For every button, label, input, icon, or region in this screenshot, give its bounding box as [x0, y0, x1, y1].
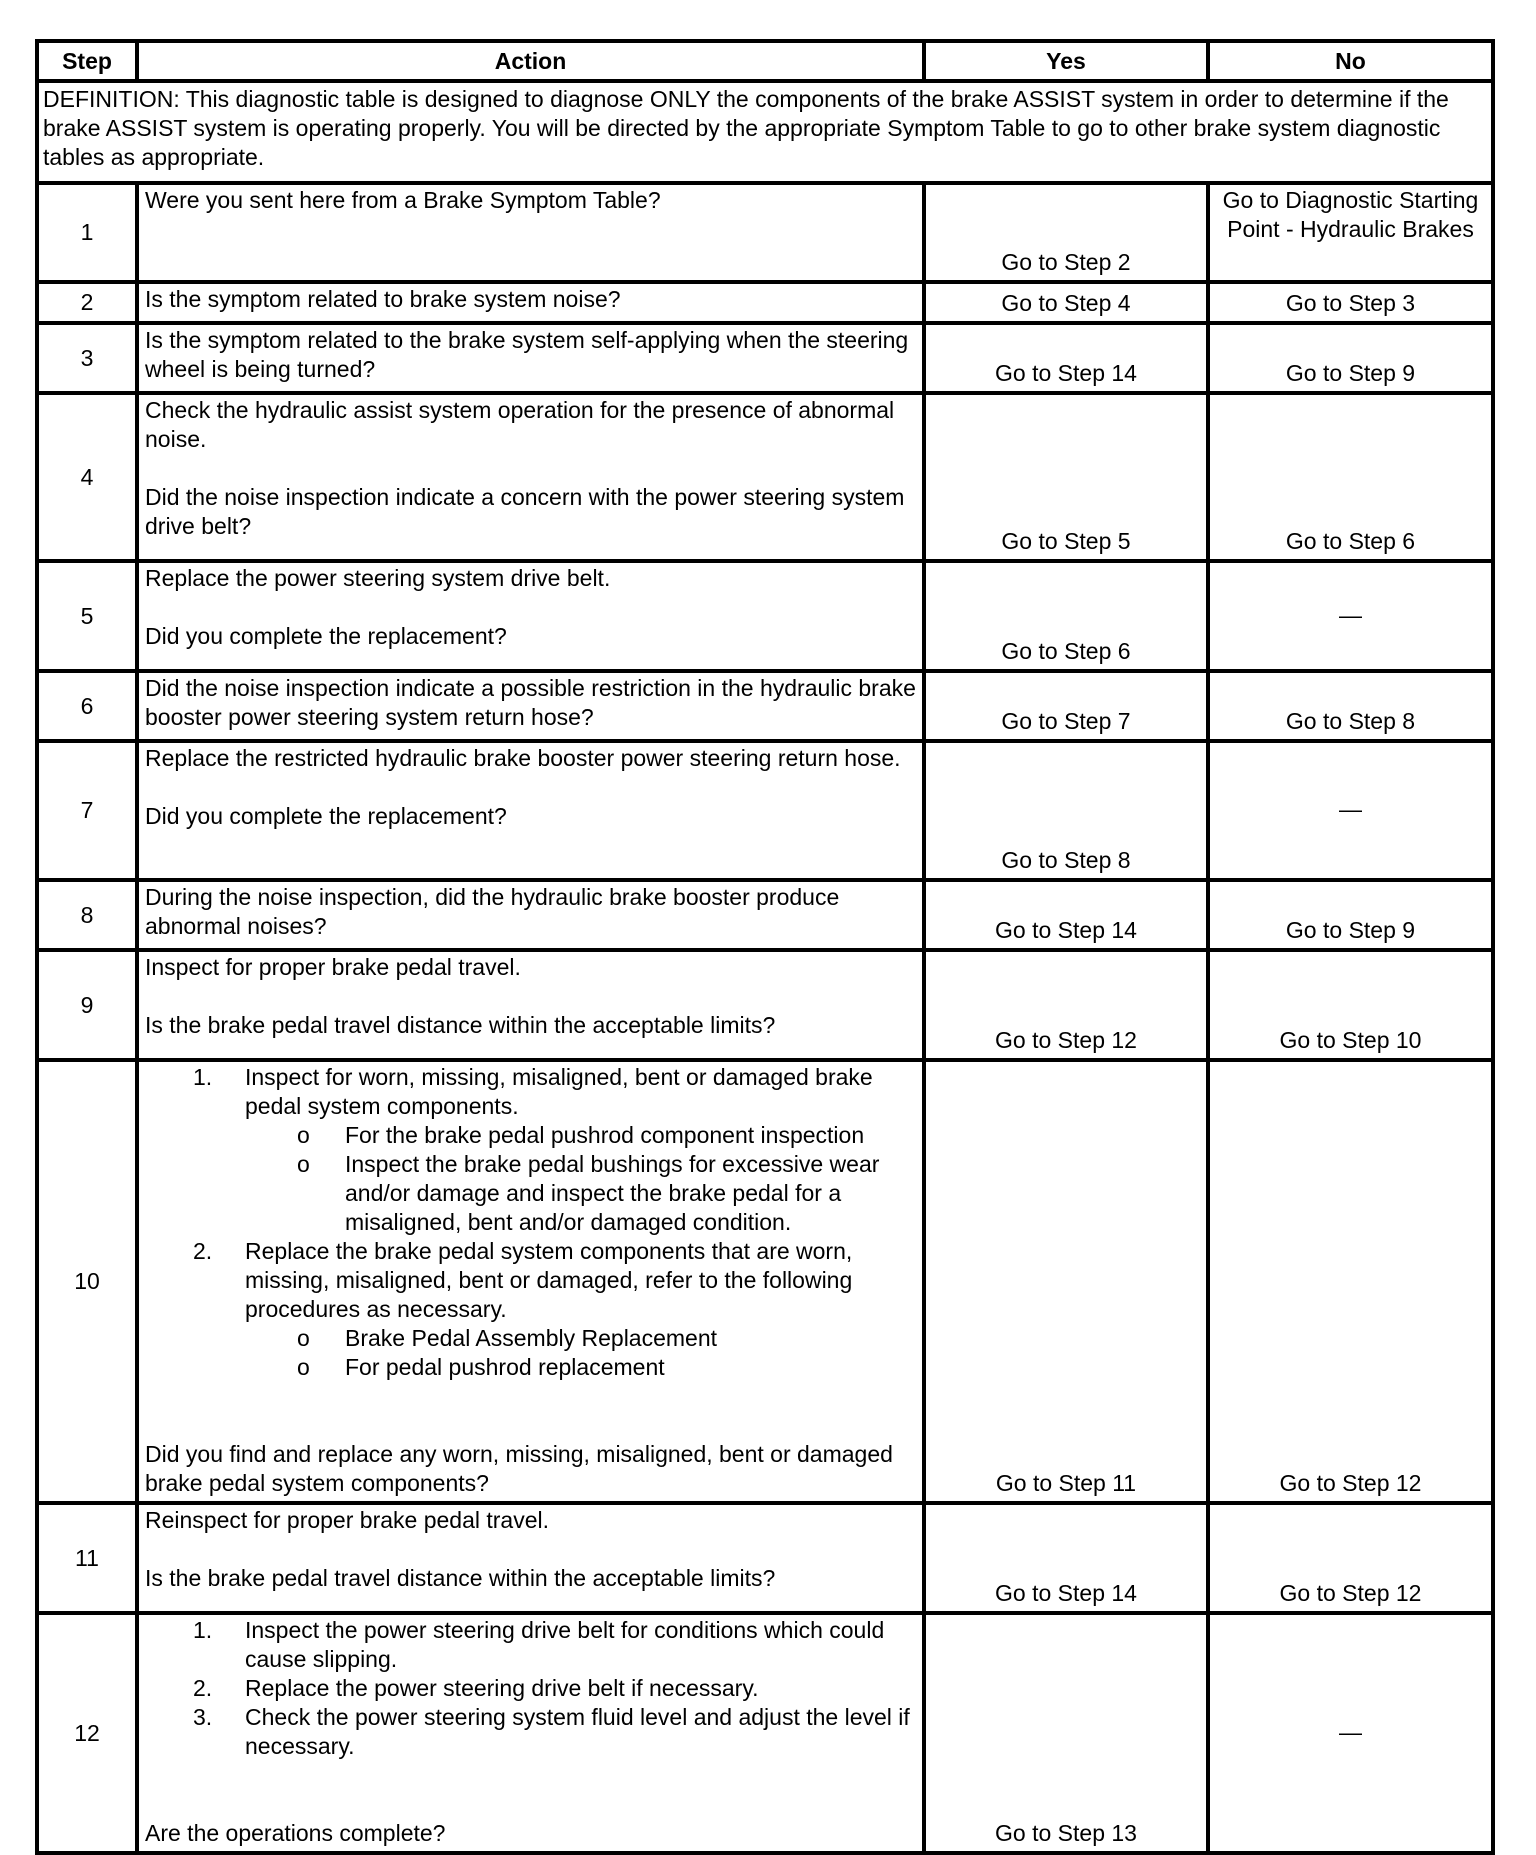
- definition-text: DEFINITION: This diagnostic table is designed to diagnose ONLY the components of the brake ASSIST system in order to determine if the brake ASSIST system is operating properly. You will be directed by the appropriate Symptom Table to go to other brake system diagnostic tables as appropriate.: [37, 81, 1493, 183]
- yes-result: Go to Step 14: [924, 1503, 1208, 1613]
- no-result-dash: —: [1208, 1613, 1493, 1853]
- procedure-item: [193, 1063, 916, 1237]
- table-row-step-4: [37, 393, 1493, 561]
- step-number: 9: [37, 950, 137, 1060]
- sub-item-link[interactable]: [297, 1121, 916, 1150]
- bullet-icon: o: [297, 1151, 310, 1177]
- step-number: 8: [37, 880, 137, 950]
- procedure-number: 2.: [193, 1238, 213, 1264]
- header-step: Step: [37, 41, 137, 81]
- yes-result: Go to Step 11: [924, 1060, 1208, 1503]
- no-result: Go to Step 8: [1208, 671, 1493, 741]
- yes-result: Go to Step 6: [924, 561, 1208, 671]
- no-result: Go to Step 9: [1208, 323, 1493, 393]
- step-number: 5: [37, 561, 137, 671]
- yes-result: Go to Step 2: [924, 183, 1208, 282]
- action-instruction: Inspect for proper brake pedal travel.: [145, 954, 521, 980]
- action-instruction: Replace the restricted hydraulic brake booster power steering return hose.: [145, 745, 901, 771]
- bullet-icon: o: [297, 1122, 310, 1148]
- no-result-dash: —: [1208, 561, 1493, 671]
- yes-result: Go to Step 14: [924, 323, 1208, 393]
- procedure-list: [145, 1063, 916, 1382]
- step-number: 12: [37, 1613, 137, 1853]
- procedure-number: 2.: [193, 1675, 213, 1701]
- table-row-step-11: [37, 1503, 1493, 1613]
- sub-list: [245, 1121, 916, 1237]
- table-row-step-2: [37, 282, 1493, 323]
- no-result: Go to Diagnostic Starting Point - Hydraulic Brakes: [1208, 183, 1493, 282]
- action-question: Did the noise inspection indicate a concern with the power steering system drive belt?: [145, 484, 905, 539]
- action-cell: [137, 561, 924, 671]
- yes-result: Go to Step 4: [924, 282, 1208, 323]
- table-row-step-7: [37, 741, 1493, 880]
- step-number: 1: [37, 183, 137, 282]
- sub-item-text: Brake Pedal Assembly Replacement: [345, 1325, 718, 1351]
- action-question: During the noise inspection, did the hydraulic brake booster produce abnormal noises?: [137, 880, 924, 950]
- no-result: Go to Step 3: [1208, 282, 1493, 323]
- action-instruction: Check the hydraulic assist system operation for the presence of abnormal noise.: [145, 397, 895, 452]
- diagnostic-table: [35, 39, 1495, 1855]
- action-cell: [137, 1503, 924, 1613]
- header-row: [37, 41, 1493, 81]
- action-cell: [137, 1613, 924, 1853]
- table-row-step-6: [37, 671, 1493, 741]
- no-result: Go to Step 9: [1208, 880, 1493, 950]
- step-number: 11: [37, 1503, 137, 1613]
- action-question: Were you sent here from a Brake Symptom Table?: [137, 183, 924, 282]
- bullet-icon: o: [297, 1354, 310, 1380]
- sub-item-link[interactable]: [297, 1353, 916, 1382]
- definition-row: [37, 81, 1493, 183]
- table-row-step-1: [37, 183, 1493, 282]
- header-no: No: [1208, 41, 1493, 81]
- sub-list: [245, 1324, 916, 1382]
- action-question: Is the brake pedal travel distance within the acceptable limits?: [145, 1565, 776, 1591]
- procedure-item: [193, 1616, 916, 1674]
- table-row-step-12: [37, 1613, 1493, 1853]
- step-number: 3: [37, 323, 137, 393]
- action-cell: [137, 1060, 924, 1503]
- procedure-item: [193, 1674, 916, 1703]
- procedure-item: [193, 1237, 916, 1382]
- procedure-number: 1.: [193, 1617, 213, 1643]
- action-instruction: Reinspect for proper brake pedal travel.: [145, 1507, 549, 1533]
- procedure-item: [193, 1703, 916, 1761]
- yes-result: Go to Step 12: [924, 950, 1208, 1060]
- sub-item-text: Inspect the brake pedal bushings for excessive wear and/or damage and inspect the brake pedal for a misaligned, bent and/or damaged condition.: [345, 1151, 880, 1235]
- sub-item-link[interactable]: [297, 1324, 916, 1353]
- action-question: Is the symptom related to the brake system self-applying when the steering wheel is being turned?: [137, 323, 924, 393]
- step-number: 2: [37, 282, 137, 323]
- action-question: Is the brake pedal travel distance within the acceptable limits?: [145, 1012, 776, 1038]
- sub-item-text: For the brake pedal pushrod component inspection: [345, 1122, 865, 1148]
- table-row-step-5: [37, 561, 1493, 671]
- procedure-number: 3.: [193, 1704, 213, 1730]
- procedure-text: Replace the brake pedal system components that are worn, missing, misaligned, bent or damaged, refer to the following procedures as necessary.: [245, 1238, 853, 1322]
- header-action: Action: [137, 41, 924, 81]
- procedure-list: [145, 1616, 916, 1761]
- action-question: Did you find and replace any worn, missing, misaligned, bent or damaged brake pedal system components?: [145, 1441, 893, 1496]
- action-question: Did you complete the replacement?: [145, 803, 507, 829]
- action-question: Is the symptom related to brake system noise?: [137, 282, 924, 323]
- yes-result: Go to Step 8: [924, 741, 1208, 880]
- action-cell: [137, 393, 924, 561]
- yes-result: Go to Step 14: [924, 880, 1208, 950]
- procedure-text: Inspect for worn, missing, misaligned, bent or damaged brake pedal system components.: [245, 1064, 873, 1119]
- sub-item-text: For pedal pushrod replacement: [345, 1354, 665, 1380]
- no-result-dash: —: [1208, 741, 1493, 880]
- action-question: Did you complete the replacement?: [145, 623, 507, 649]
- yes-result: Go to Step 13: [924, 1613, 1208, 1853]
- procedure-text: Inspect the power steering drive belt for conditions which could cause slipping.: [245, 1617, 885, 1672]
- step-number: 7: [37, 741, 137, 880]
- action-cell: [137, 950, 924, 1060]
- no-result: Go to Step 10: [1208, 950, 1493, 1060]
- yes-result: Go to Step 5: [924, 393, 1208, 561]
- table-row-step-9: [37, 950, 1493, 1060]
- bullet-icon: o: [297, 1325, 310, 1351]
- table-row-step-10: [37, 1060, 1493, 1503]
- step-number: 10: [37, 1060, 137, 1503]
- table-row-step-3: [37, 323, 1493, 393]
- action-cell: [137, 741, 924, 880]
- no-result: Go to Step 12: [1208, 1503, 1493, 1613]
- step-number: 4: [37, 393, 137, 561]
- procedure-number: 1.: [193, 1064, 213, 1090]
- procedure-text: Replace the power steering drive belt if necessary.: [245, 1675, 759, 1701]
- action-question: Did the noise inspection indicate a possible restriction in the hydraulic brake booster power steering system return hose?: [137, 671, 924, 741]
- header-yes: Yes: [924, 41, 1208, 81]
- sub-item: [297, 1150, 916, 1237]
- no-result: Go to Step 6: [1208, 393, 1493, 561]
- procedure-text: Check the power steering system fluid level and adjust the level if necessary.: [245, 1704, 910, 1759]
- step-number: 6: [37, 671, 137, 741]
- action-question: Are the operations complete?: [145, 1820, 446, 1846]
- table-row-step-8: [37, 880, 1493, 950]
- action-instruction: Replace the power steering system drive belt.: [145, 565, 611, 591]
- yes-result: Go to Step 7: [924, 671, 1208, 741]
- no-result: Go to Step 12: [1208, 1060, 1493, 1503]
